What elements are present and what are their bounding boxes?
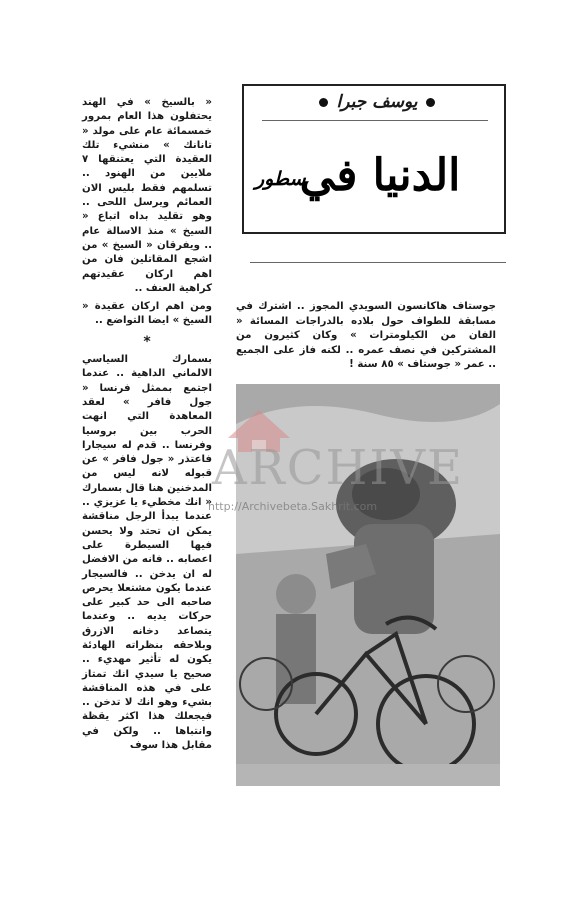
photo-caption: جوستاف هاكانسون السويدي المجوز .. اشترك في مسابقة للطواف حول بلاده بالدراجات المسائة « الفان من الكيلومترات » وكان كثيرون من المشتركين في نصف عمره .. لكنه فاز على الجميع .. عمر « جوستاف » ٨٥ سنة ! <box>236 301 496 370</box>
star-separator: * <box>143 333 151 350</box>
column-subtitle: سطور <box>255 168 306 190</box>
left-article <box>82 96 212 752</box>
bullet-icon <box>319 98 328 107</box>
article-paragraph: « بالسيخ » في الهند يحتفلون هذا العام بمرور خمسمائة عام على مولد « تانانك » منشيء تلك العقيدة التي يعتنقها ٧ ملايين من الهنود .. تسلمهم فقط بليس الان العمائم ويرسل اللحى .. وهو تقليد بداه اتباع « السيخ » منذ الاسالة عام .. ويفرقان « السيخ » من اشجع المقاتلين فان من اهم اركان عقيدتهم كراهية العنف .. <box>82 97 212 294</box>
watermark-title: ARCHIVE <box>212 440 465 496</box>
divider-line <box>262 120 488 121</box>
column-title: الدنيا في <box>299 150 461 201</box>
article-paragraph: بسمارك السياسي الالماني الداهية .. عندما اجتمع بممثل فرنسا « جول فافر » لعقد المعاهدة التي انهت الحرب بين بروسيا وفرنسا .. قدم له سيجارا فاعتذر « جول فافر » عن قبوله لانه ليس من المدخنين هنا قال بسمارك « انك مخطيء يا عزيزي .. عندما يبدأ الرجل مناقشة يمكن ان تحتد ولا يحسن فيها السيطرة على اعصابه .. فانه من الافضل له ان يدخن .. فالسيجار عندما يكون مشتعلا يحرص صاحبه الى حد كبير على حركات يديه .. وعندما يتصاعد دخانه الازرق وبلاحقه بنظراته الهادئة يكون له تأثير مهديء .. صحيح يا سيدي انك تمتاز على في هذه المناقشة بشيء وهو انك لا تدخن .. فيجعلك هذا اكثر يقظة وانتباها .. ولكن في مقابل هذا سوف <box>82 354 212 752</box>
author-line <box>262 92 492 118</box>
author-name: يوسف جبرا <box>336 92 418 112</box>
watermark-url: http://Archivebeta.Sakhrit.com <box>208 500 378 513</box>
article-paragraph: ومن اهم اركان عقيدة « السيخ » ايضا التواضع .. <box>82 301 212 327</box>
bullet-icon <box>426 98 435 107</box>
divider-line <box>250 262 506 263</box>
